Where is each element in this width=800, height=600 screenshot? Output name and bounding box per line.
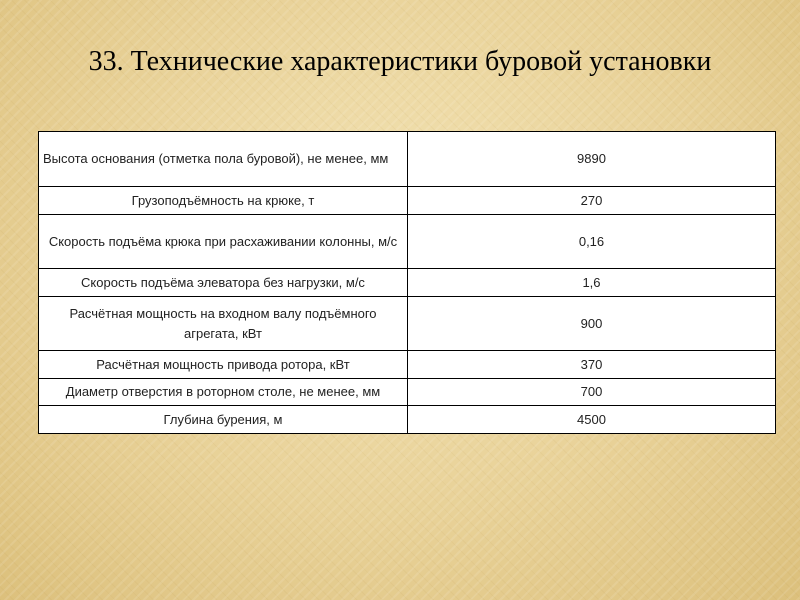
table-row xyxy=(39,351,776,379)
table-row xyxy=(39,187,776,215)
table-row xyxy=(39,215,776,269)
value-cell: 700 xyxy=(408,379,776,406)
slide-title: 33. Технические характеристики буровой установки xyxy=(88,46,712,77)
value-cell: 4500 xyxy=(408,406,776,434)
value-cell: 270 xyxy=(408,187,776,215)
table-row xyxy=(39,132,776,187)
parameter-cell: Грузоподъёмность на крюке, т xyxy=(39,187,408,215)
parameter-cell: Расчётная мощность на входном валу подъёмного агрегата, кВт xyxy=(39,297,408,351)
value-cell: 900 xyxy=(408,297,776,351)
table-row xyxy=(39,379,776,406)
value-cell: 370 xyxy=(408,351,776,379)
value-cell: 0,16 xyxy=(408,215,776,269)
table-row xyxy=(39,297,776,351)
value-cell: 9890 xyxy=(408,132,776,187)
value-cell: 1,6 xyxy=(408,269,776,297)
parameter-cell: Расчётная мощность привода ротора, кВт xyxy=(39,351,408,379)
parameter-cell: Диаметр отверстия в роторном столе, не менее, мм xyxy=(39,379,408,406)
parameter-cell: Скорость подъёма элеватора без нагрузки, м/с xyxy=(39,269,408,297)
table-row xyxy=(39,406,776,434)
parameter-cell: Скорость подъёма крюка при расхаживании колонны, м/с xyxy=(39,215,408,269)
specifications-table xyxy=(38,131,776,434)
parameter-cell: Глубина бурения, м xyxy=(39,406,408,434)
parameter-cell: Высота основания (отметка пола буровой), не менее, мм xyxy=(39,132,408,187)
table-row xyxy=(39,269,776,297)
